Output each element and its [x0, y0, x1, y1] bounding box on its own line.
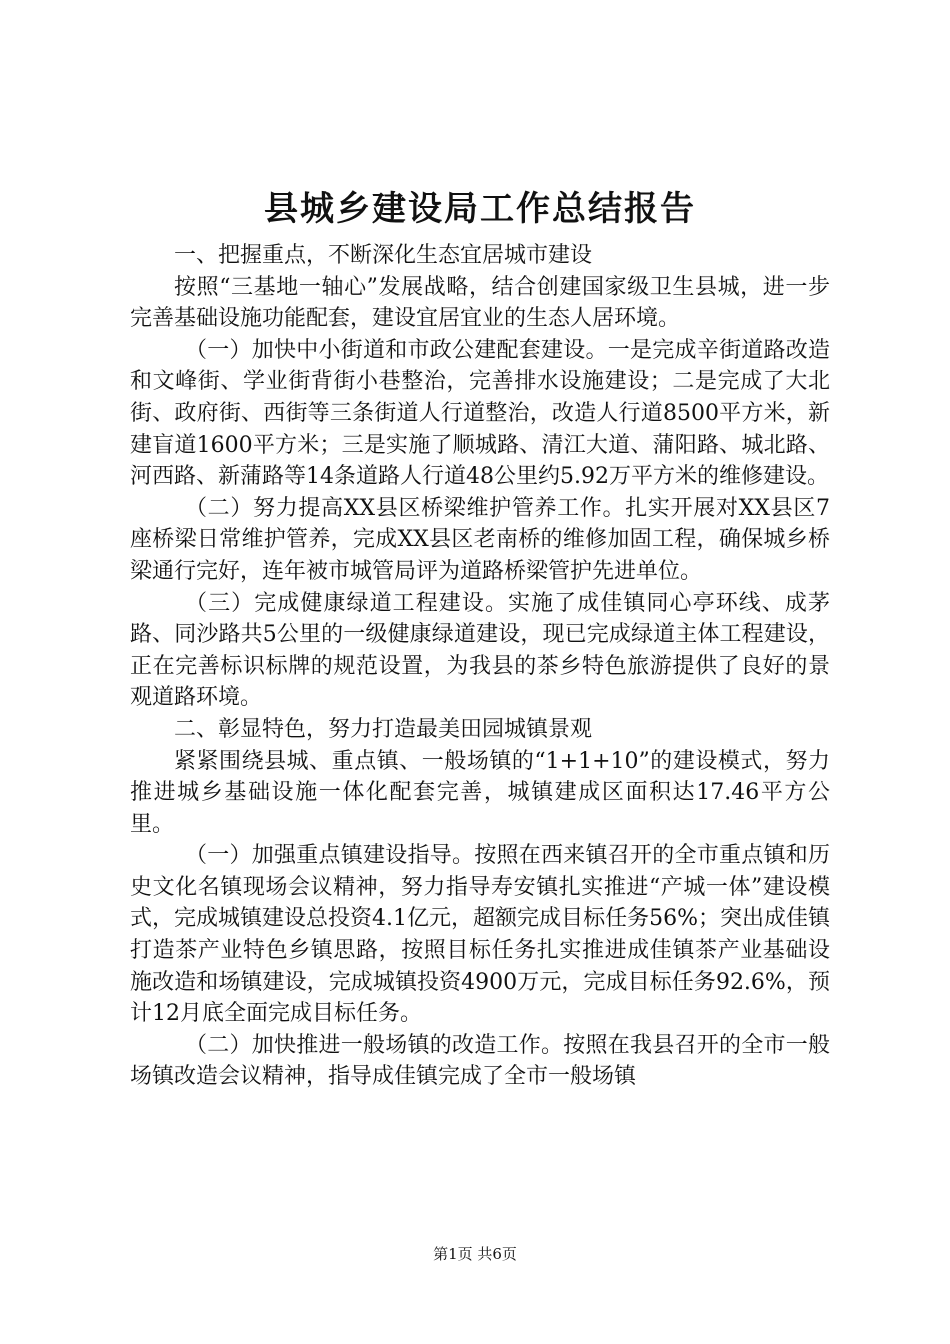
page-number: 第1页 共6页	[433, 1245, 517, 1263]
paragraph-1-1: （一）加快中小街道和市政公建配套建设。一是完成辛街道路改造和文峰街、学业街背街小巷整治，完善排水设施建设；二是完成了大北街、政府街、西街等三条街道人行道整治，改造人行道8500平方米，新建盲道1600平方米；三是实施了顺城路、清江大道、蒲阳路、城北路、河西路、新蒲路等14条道路人行道48公里约5.92万平方米的维修建设。	[130, 337, 830, 490]
paragraph-intro-1: 按照“三基地一轴心”发展战略，结合创建国家级卫生县城，进一步完善基础设施功能配套，建设宜居宜业的生态人居环境。	[130, 274, 830, 332]
paragraph-1-3: （三）完成健康绿道工程建设。实施了成佳镇同心亭环线、成茅路、同沙路共5公里的一级健康绿道建设，现已完成绿道主体工程建设，正在完善标识标牌的规范设置，为我县的茶乡特色旅游提供了良好的景观道路环境。	[130, 590, 830, 711]
paragraph-2-2: （二）加快推进一般场镇的改造工作。按照在我县召开的全市一般场镇改造会议精神，指导成佳镇完成了全市一般场镇	[130, 1032, 830, 1090]
paragraph-2-1: （一）加强重点镇建设指导。按照在西来镇召开的全市重点镇和历史文化名镇现场会议精神，努力指导寿安镇扎实推进“产城一体”建设模式，完成城镇建设总投资4.1亿元，超额完成目标任务56%；突出成佳镇打造茶产业特色乡镇思路，按照目标任务扎实推进成佳镇茶产业基础设施改造和场镇建设，完成城镇投资4900万元，完成目标任务92.6%，预计12月底全面完成目标任务。	[130, 843, 830, 1027]
section-heading-1: 一、把握重点，不断深化生态宜居城市建设	[174, 243, 593, 268]
paragraph-intro-2: 紧紧围绕县城、重点镇、一般场镇的“1+1+10”的建设模式，努力推进城乡基础设施一体化配套完善，城镇建成区面积达17.46平方公里。	[130, 748, 830, 837]
paragraph-1-2: （二）努力提高XX县区桥梁维护管养工作。扎实开展对XX县区7座桥梁日常维护管养，完成XX县区老南桥的维修加固工程，确保城乡桥梁通行完好，连年被市城管局评为道路桥梁管护先进单位。	[130, 495, 830, 584]
document-title: 县城乡建设局工作总结报告	[264, 189, 696, 229]
document-page	[130, 180, 830, 1093]
section-heading-2: 二、彰显特色，努力打造最美田园城镇景观	[174, 716, 593, 742]
